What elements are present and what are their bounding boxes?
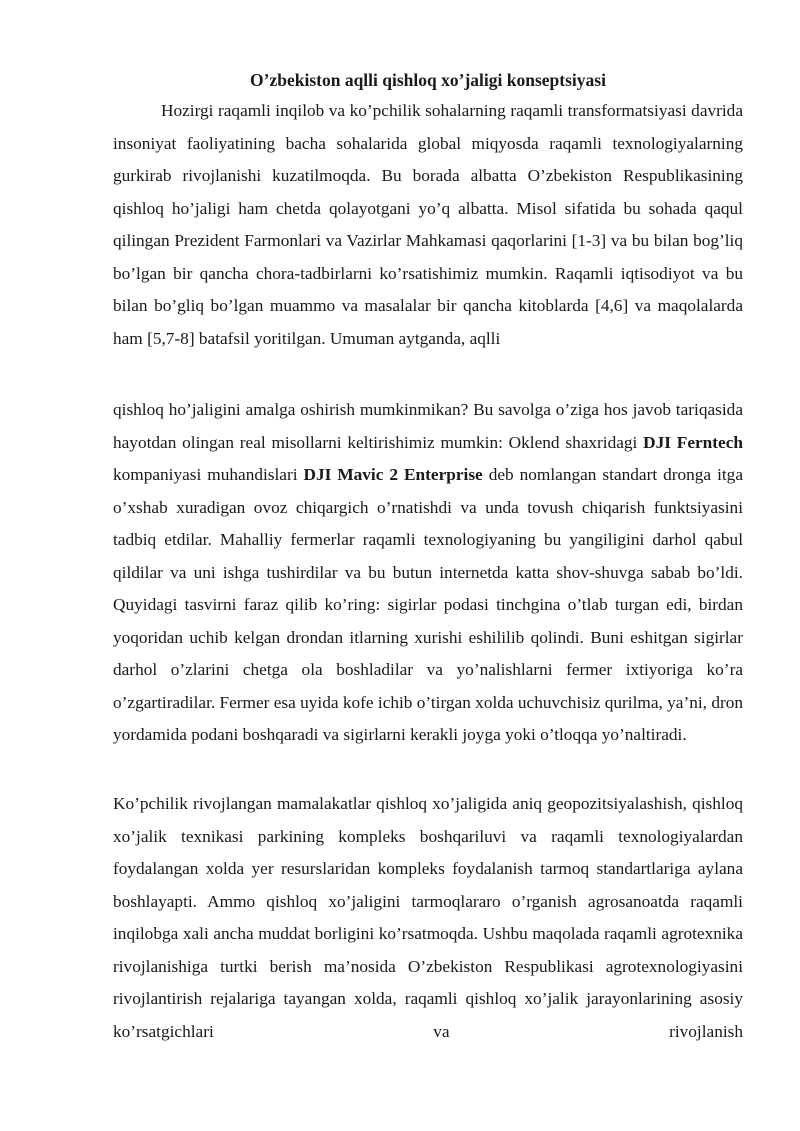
company-name-bold: DJI Ferntech <box>643 432 743 452</box>
paragraph-drone-example <box>113 394 743 752</box>
paragraph-developed-countries: Ko’pchilik rivojlangan mamalakatlar qishloq xo’jaligida aniq geopozitsiyalashish, qishloq xo’jalik texnikasi parkining kompleks boshqariluvi va raqamli texnologiyalardan foydalangan xolda yer resurslaridan kompleks foydalanish tarmoq standartlariga aylana boshlayapti. Ammo qishloq xo’jaligini tarmoqlararo o’rganish agrosanoatda raqamli inqilobga xali ancha muddat borligini ko’rsatmoqda. Ushbu maqolada raqamli agrotexnika rivojlanishiga turtki berish ma’nosida O’zbekiston Respublikasi agrotexnologiyasini rivojlantirish rejalariga tayangan xolda, raqamli qishloq xo’jalik jarayonlarining asosiy ko’rsatgichlari va rivojlanish <box>113 794 743 1041</box>
paragraph-intro: Hozirgi raqamli inqilob va ko’pchilik sohalarning raqamli transformatsiyasi davrida insoniyat faoliyatining bacha sohalarida global miqyosda raqamli texnologiyalarning gurkirab rivojlanishi kuzatilmoqda. Bu borada albatta O’zbekiston Respublikasining qishloq ho’jaligi ham chetda qolayotgani yo’q albatta. Misol sifatida bu sohada qaqul qilingan Prezident Farmonlari va Vazirlar Mahkamasi qaqorlarini [1-3] va bu bilan bog’liq bo’lgan bir qancha chora-tadbirlarni ko’rsatishimiz mumkin. Raqamli iqtisodiyot va bu bilan bo’gliq bo’lgan muammo va masalalar bir qancha kitoblarda [4,6] va maqolalarda ham [5,7-8] batafsil yoritilgan. Umuman aytganda, aqlli <box>113 101 743 348</box>
document-title: O’zbekiston aqlli qishloq xo’jaligi konseptsiyasi <box>250 70 606 90</box>
paragraph-drone-text-1: qishloq ho’jaligini amalga oshirish mumkinmikan? Bu savolga o’ziga hos javob tariqasida hayotdan olingan real misollarni keltirishimiz mumkin: Oklend shaxridagi <box>113 400 743 452</box>
drone-model-bold: DJI Mavic 2 Enterprise <box>303 465 483 484</box>
paragraph-drone-text-2: kompaniyasi muhandislari <box>113 465 304 484</box>
paragraph-drone-text-3: deb nomlangan standart dronga itga o’xshab xuradigan ovoz chiqargich o’rnatishdi va unda tovush chiqarish funktsiyasini tadbiq etdilar. Mahalliy fermerlar raqamli texnologiyaning bu yangiligini darhol qabul qildilar va uni ishga tushirdilar va bu butun internetda katta shov-shuvga sabab bo’ldi. Quyidagi tasvirni faraz qilib ko’ring: sigirlar podasi tinchgina o’tlab turgan edi, birdan yoqoridan uchib kelgan drondan itlarning xurishi eshililib qolindi. Buni eshitgan sigirlar darhol o’zlarini chetga ola boshladilar va yo’nalishlarni fermer ixtiyoriga ko’ra o’zgartiradilar. Fermer esa uyida kofe ichib o’tirgan xolda uchuvchisiz qurilma, ya’ni, dron yordamida podani boshqaradi va sigirlarni kerakli joyga yoki o’tloqqa yo’naltiradi. <box>113 465 743 744</box>
